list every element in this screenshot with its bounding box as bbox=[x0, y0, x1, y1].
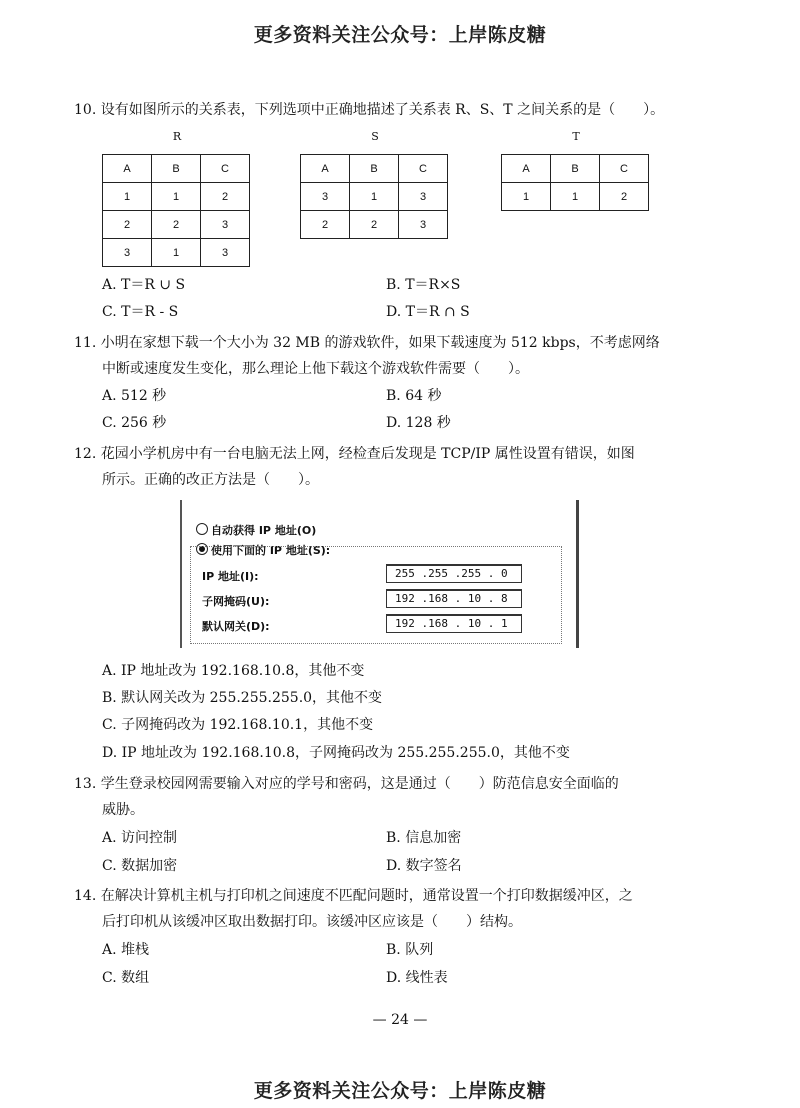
table-header-cell: C bbox=[201, 155, 250, 183]
table-cell: 2 bbox=[201, 183, 250, 211]
table-cell: 1 bbox=[551, 183, 600, 211]
q13-stem-line2: 威胁。 bbox=[102, 802, 144, 818]
table-s-label: S bbox=[371, 130, 379, 143]
q11-option-b: B. 64 秒 bbox=[386, 388, 442, 404]
table-cell: 2 bbox=[301, 211, 350, 239]
table-cell: 3 bbox=[201, 239, 250, 267]
q11-stem-line1: 11. 小明在家想下载一个大小为 32 MB 的游戏软件，如果下载速度为 512 kbps，不考虑网络 bbox=[74, 335, 660, 351]
table-cell: 2 bbox=[152, 211, 201, 239]
default-gateway-input[interactable]: 192 .168 . 10 . 1 bbox=[386, 614, 522, 633]
q12-option-a: A. IP 地址改为 192.168.10.8，其他不变 bbox=[102, 663, 365, 679]
manual-ip-label: 使用下面的 IP 地址(S): bbox=[211, 544, 331, 557]
auto-ip-option[interactable] bbox=[196, 522, 316, 538]
table-r-label: R bbox=[172, 130, 182, 143]
table-header-cell: B bbox=[152, 155, 201, 183]
table-header-cell: A bbox=[103, 155, 152, 183]
subnet-mask-input[interactable]: 192 .168 . 10 . 8 bbox=[386, 589, 522, 608]
q14-stem-line2: 后打印机从该缓冲区取出数据打印。该缓冲区应该是（ ）结构。 bbox=[102, 914, 522, 930]
q13-option-b: B. 信息加密 bbox=[386, 830, 462, 846]
table-cell: 1 bbox=[103, 183, 152, 211]
q13-option-a: A. 访问控制 bbox=[102, 830, 178, 846]
table-cell: 2 bbox=[600, 183, 649, 211]
q10-stem: 10. 设有如图所示的关系表，下列选项中正确地描述了关系表 R、S、T 之间关系的是（ ）。 bbox=[74, 102, 665, 118]
q12-stem-line1: 12. 花园小学机房中有一台电脑无法上网，经检查后发现是 TCP/IP 属性设置有错误，如图 bbox=[74, 446, 635, 462]
table-cell: 1 bbox=[152, 239, 201, 267]
radio-unselected-icon[interactable] bbox=[196, 523, 208, 535]
q10-option-b: B. T＝R×S bbox=[386, 277, 461, 293]
table-t-label: T bbox=[572, 130, 580, 143]
q10-option-d: D. T＝R ∩ S bbox=[386, 304, 470, 320]
q13-stem-line1: 13. 学生登录校园网需要输入对应的学号和密码，这是通过（ ）防范信息安全面临的 bbox=[74, 776, 619, 792]
ip-address-input[interactable]: 255 .255 .255 . 0 bbox=[386, 564, 522, 583]
table-cell: 2 bbox=[103, 211, 152, 239]
q14-option-a: A. 堆栈 bbox=[102, 942, 150, 958]
table-header-cell: C bbox=[600, 155, 649, 183]
q12-stem-line2: 所示。正确的改正方法是（ ）。 bbox=[102, 472, 319, 488]
page-number: — 24 — bbox=[372, 1012, 428, 1028]
q14-option-c: C. 数组 bbox=[102, 970, 150, 986]
table-header-cell: B bbox=[551, 155, 600, 183]
q10-option-a: A. T＝R ∪ S bbox=[102, 277, 186, 293]
ip-address-label: IP 地址(I): bbox=[202, 570, 259, 583]
table-cell: 1 bbox=[502, 183, 551, 211]
q12-option-d: D. IP 地址改为 192.168.10.8，子网掩码改为 255.255.255.0，其他不变 bbox=[102, 745, 570, 761]
q14-stem-line1: 14. 在解决计算机主机与打印机之间速度不匹配问题时，通常设置一个打印数据缓冲区，之 bbox=[74, 888, 633, 904]
q13-option-c: C. 数据加密 bbox=[102, 858, 178, 874]
table-header-cell: A bbox=[502, 155, 551, 183]
footer-banner: 更多资料关注公众号：上岸陈皮糖 bbox=[253, 1080, 547, 1102]
q12-option-c: C. 子网掩码改为 192.168.10.1，其他不变 bbox=[102, 717, 374, 733]
tcpip-settings-dialog bbox=[180, 500, 579, 648]
q14-option-b: B. 队列 bbox=[386, 942, 434, 958]
q10-option-c: C. T＝R - S bbox=[102, 304, 179, 320]
table-cell: 3 bbox=[399, 211, 448, 239]
q14-option-d: D. 线性表 bbox=[386, 970, 448, 986]
subnet-mask-label: 子网掩码(U): bbox=[202, 595, 270, 608]
table-cell: 3 bbox=[103, 239, 152, 267]
table-header-cell: B bbox=[350, 155, 399, 183]
table-cell: 1 bbox=[152, 183, 201, 211]
relation-table-s bbox=[300, 154, 448, 239]
q12-option-b: B. 默认网关改为 255.255.255.0，其他不变 bbox=[102, 690, 383, 706]
q13-option-d: D. 数字签名 bbox=[386, 858, 462, 874]
header-banner: 更多资料关注公众号：上岸陈皮糖 bbox=[253, 24, 547, 46]
q11-option-c: C. 256 秒 bbox=[102, 415, 167, 431]
relation-table-r bbox=[102, 154, 250, 267]
relation-table-t bbox=[501, 154, 649, 211]
table-cell: 3 bbox=[301, 183, 350, 211]
table-header-cell: C bbox=[399, 155, 448, 183]
q11-stem-line2: 中断或速度发生变化，那么理论上他下载这个游戏软件需要（ ）。 bbox=[102, 361, 529, 377]
table-cell: 3 bbox=[399, 183, 448, 211]
q11-option-d: D. 128 秒 bbox=[386, 415, 451, 431]
q11-option-a: A. 512 秒 bbox=[102, 388, 167, 404]
table-cell: 2 bbox=[350, 211, 399, 239]
table-header-cell: A bbox=[301, 155, 350, 183]
default-gateway-label: 默认网关(D): bbox=[202, 620, 270, 633]
table-cell: 3 bbox=[201, 211, 250, 239]
auto-ip-label: 自动获得 IP 地址(O) bbox=[211, 524, 317, 537]
table-cell: 1 bbox=[350, 183, 399, 211]
